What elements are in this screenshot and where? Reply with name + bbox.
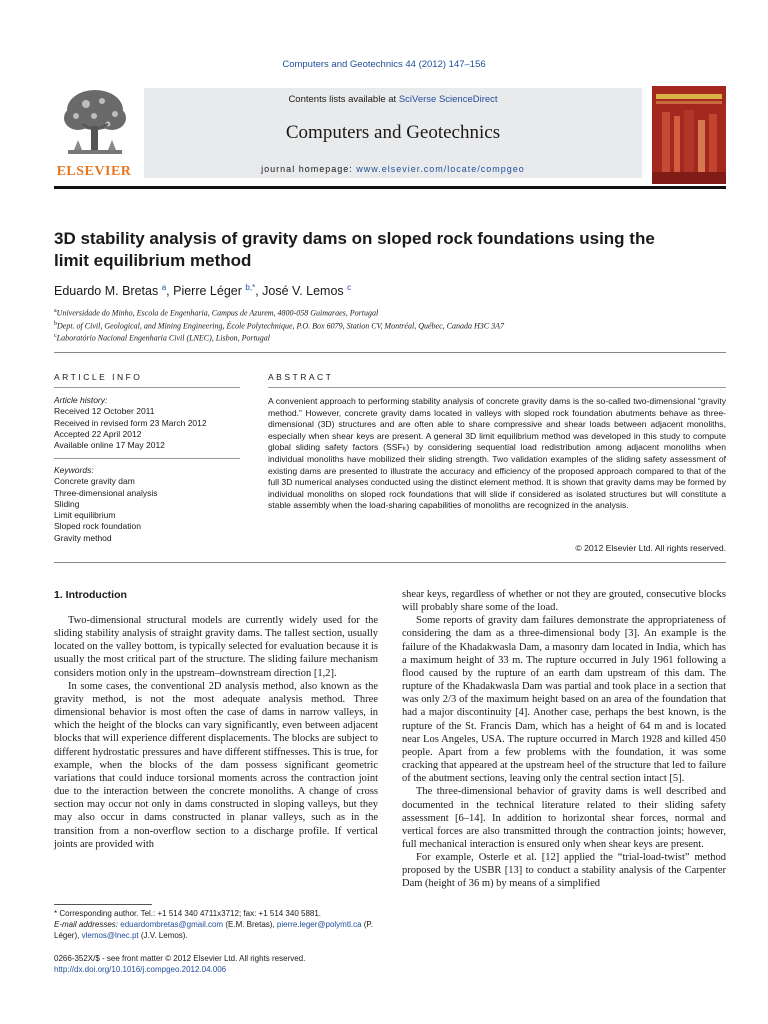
email-link[interactable]: pierre.leger@polymtl.ca [276, 920, 362, 929]
affil-text: Dept. of Civil, Geological, and Mining Engineering, École Polytechnique, P.O. Box 6079, Station CV, Montréal, Québec, Canada H3C 3A7 [57, 321, 504, 331]
history-entry: Received in revised form 23 March 2012 [54, 417, 207, 428]
author-list: Eduardo M. Bretas $^a$, Pierre Léger $^{b,*}$, José V. Lemos $^c$ [54, 283, 352, 299]
keywords-list [54, 465, 240, 544]
author-name: Pierre Léger [173, 284, 242, 299]
affil-text: Laboratório Nacional Engenharia Civil (LNEC), Lisbon, Portugal [56, 333, 271, 343]
homepage-prefix: journal homepage: [261, 164, 353, 174]
affiliation-rule [54, 352, 726, 353]
journal-title[interactable]: Computers and Geotechnics [285, 122, 501, 143]
sciencedirect-link[interactable]: SciVerse ScienceDirect [398, 94, 498, 105]
keyword[interactable]: Sloped rock foundation [54, 521, 141, 532]
journal-cover-image[interactable] [652, 86, 726, 184]
affil-marker: b [54, 320, 57, 327]
email-owner: (J.V. Lemos). [140, 931, 188, 940]
author-name: Eduardo M. Bretas [54, 284, 159, 299]
keyword[interactable]: Sliding [54, 498, 80, 509]
journal-banner [144, 88, 642, 178]
abstract-copyright: © 2012 Elsevier Ltd. All rights reserved. [575, 543, 726, 553]
keyword[interactable]: Concrete gravity dam [54, 476, 135, 487]
cover-art-icon [652, 86, 726, 184]
email-line [54, 919, 378, 941]
corresponding-author-footnote [54, 908, 378, 941]
keywords-rule [54, 458, 240, 459]
publisher-name: ELSEVIER [56, 164, 132, 179]
body-paragraph: For example, Osterle et al. [12] applied the “trial-load-twist” method proposed by the USBR [13] to conduct a stability analysis of the Carpenter Dam (height of 36 m) by means of a simplified [402, 852, 726, 890]
author-name: José V. Lemos [262, 284, 344, 299]
affil-marker: c [54, 333, 57, 340]
history-entry: Accepted 22 April 2012 [54, 428, 142, 439]
body-paragraph: shear keys, regardless of whether or not they are grouted, consecutive blocks will probably share some of the load. [402, 589, 726, 614]
history-entry: Received 12 October 2011 [54, 406, 155, 417]
elsevier-logo[interactable] [54, 86, 134, 184]
body-paragraph: The three-dimensional behavior of gravity dams is well described and documented in the technical literature related to their sliding safety assessment [6–14]. In addition to horizontal shear forces, normal and vertical forces are also transmitted through the contraction joints; however, full mechanical interaction is ensured only when shear keys are present. [402, 786, 726, 850]
author-affil-marker[interactable]: b,* [245, 283, 256, 292]
email-owner: (E.M. Bretas), [225, 920, 275, 929]
contents-prefix: Contents lists available at [288, 94, 397, 105]
homepage-link[interactable]: www.elsevier.com/locate/compgeo [356, 164, 525, 174]
publication-meta [54, 953, 378, 975]
keyword[interactable]: Gravity method [54, 532, 112, 543]
contents-line [144, 94, 642, 105]
doi-link[interactable]: http://dx.doi.org/10.1016/j.compgeo.2012.04.006 [54, 965, 227, 974]
article-info-rule [54, 387, 240, 388]
history-entry: Available online 17 May 2012 [54, 440, 165, 451]
affil-marker: a [54, 308, 57, 314]
journal-header [54, 86, 726, 190]
affiliations [54, 306, 726, 344]
keyword[interactable]: Three-dimensional analysis [54, 487, 158, 498]
abstract-text: A convenient approach to performing stability analysis of concrete gravity dams is the so-called two-dimensional “gravity method.” However, concrete gravity dams located in valleys with sloped rock foundation abutments behave as three-dimensional (3D) structures and are often able to share compressive and shear loads between adjacent monoliths, especially when shear keys are present. A general 3D limit equilibrium method was developed in this study to compute global sliding safety factors (SSFₖ) by considering sequential load redistribution among adjacent monoliths when individual monoliths have mobilized their sliding strength. Two validation examples of the sliding safety assessment of existing dams are presented to illustrate the accuracy and efficiency of the proposed approach compared to that of the full 3D numerical analyses conducted using the distinct element method. It is shown that gravity dams may be formed by individual monoliths on sloped rock foundations that will slide if considered as isolated structures but will constitute a stable assembly when the load-sharing capabilities of monoliths are recognized in the analysis. [268, 396, 726, 511]
email-link[interactable]: eduardombretas@gmail.com [120, 920, 224, 929]
tree-logo-icon [60, 86, 130, 164]
body-paragraph: Two-dimensional structural models are currently widely used for the sliding stability analysis of straight gravity dams. The tallest section, usually located on the valley bottom, is typically selected for evaluation because it is usually the most critical part of the structure. The sliding failure mechanism considers motion only in the upstream–downstream direction [1,2]. [54, 615, 378, 679]
corresponding-line: * Corresponding author. Tel.: +1 514 340 4711x3712; fax: +1 514 340 5881. [54, 909, 322, 918]
article-info-heading: ARTICLE INFO [54, 372, 143, 382]
affiliation [54, 331, 726, 344]
keywords-label: Keywords: [54, 465, 94, 475]
article-title: 3D stability analysis of gravity dams on sloped rock foundations using the limit equilibrium method [54, 229, 655, 270]
header-rule [54, 186, 726, 189]
affiliation [54, 319, 726, 332]
affiliation [54, 306, 726, 319]
section-title-introduction: 1. Introduction [54, 589, 127, 601]
author-affil-marker[interactable]: a [161, 283, 167, 292]
footnote-rule [54, 904, 152, 905]
body-paragraph: In some cases, the conventional 2D analysis method, also known as the gravity method, is not the most adequate analysis method. Three dimensional behavior is most often the case of dams in narrow valleys, in which the height of the blocks can vary significantly, even between adjacent blocks that will experience different displacements. The blocks are subject to different hydrostatic pressures and have different stiffnesses. This is true, for example, when the blocks of the dam possess significant geometric variations that could induce torsional moments across the contraction joint due to the interaction between the concrete monoliths. A change of cross section may occur not only in dams constructed in sloping valleys, but they may also occur in dams constructed in planar valleys, such as in the transition from a non-overflow section to a discharge profile. If vertical joints are provided with [54, 680, 378, 850]
article-history [54, 395, 240, 451]
homepage-line [144, 164, 642, 174]
history-label: Article history: [54, 395, 108, 405]
body-column-left [54, 614, 378, 851]
abstract-rule-bottom [54, 562, 726, 563]
keyword[interactable]: Limit equilibrium [54, 510, 116, 521]
journal-citation[interactable]: Computers and Geotechnics 44 (2012) 147–156 [282, 59, 486, 70]
affil-text: Universidade do Minho, Escola de Engenharia, Campus de Azurem, 4800-058 Guimaraes, Portugal [56, 308, 379, 318]
author-affil-marker[interactable]: c [347, 283, 352, 292]
body-column-right [402, 588, 726, 891]
abstract-heading: ABSTRACT [268, 372, 334, 382]
body-paragraph: Some reports of gravity dam failures demonstrate the appropriateness of considering the dam as a three-dimensional body [3]. An example is the failure of the Khadakwasla Dam, a masonry dam located in India, which has a maximum height of 33 m. The rupture occurred in July 1961 following a flood caused by the rupture of an earth dam upstream of this dam. The rupture of the Khadakwasla Dam was partial and took place in a section that was only 2/3 of the maximum height based on an area of the foundation that had a major discontinuity [4]. Another case, perhaps the best known, is the rupture of the St. Francis Dam, which has a height of 64 m and is located near Los Angeles, USA. The rupture occurred in March 1928 and killed 450 people. Apart from a few problems with the foundation, it was some cracking that appeared at the upstream heel of the structure that led to failure of the abutment sections, leaving only the central section intact [5]. [402, 615, 726, 785]
email-link[interactable]: vlemos@lnec.pt [81, 931, 139, 940]
abstract-rule-top [268, 387, 726, 388]
email-label: E-mail addresses: [54, 920, 119, 929]
issn-line: 0266-352X/$ - see front matter © 2012 Elsevier Ltd. All rights reserved. [54, 954, 306, 963]
email-owner: (P. Léger), [54, 920, 373, 940]
